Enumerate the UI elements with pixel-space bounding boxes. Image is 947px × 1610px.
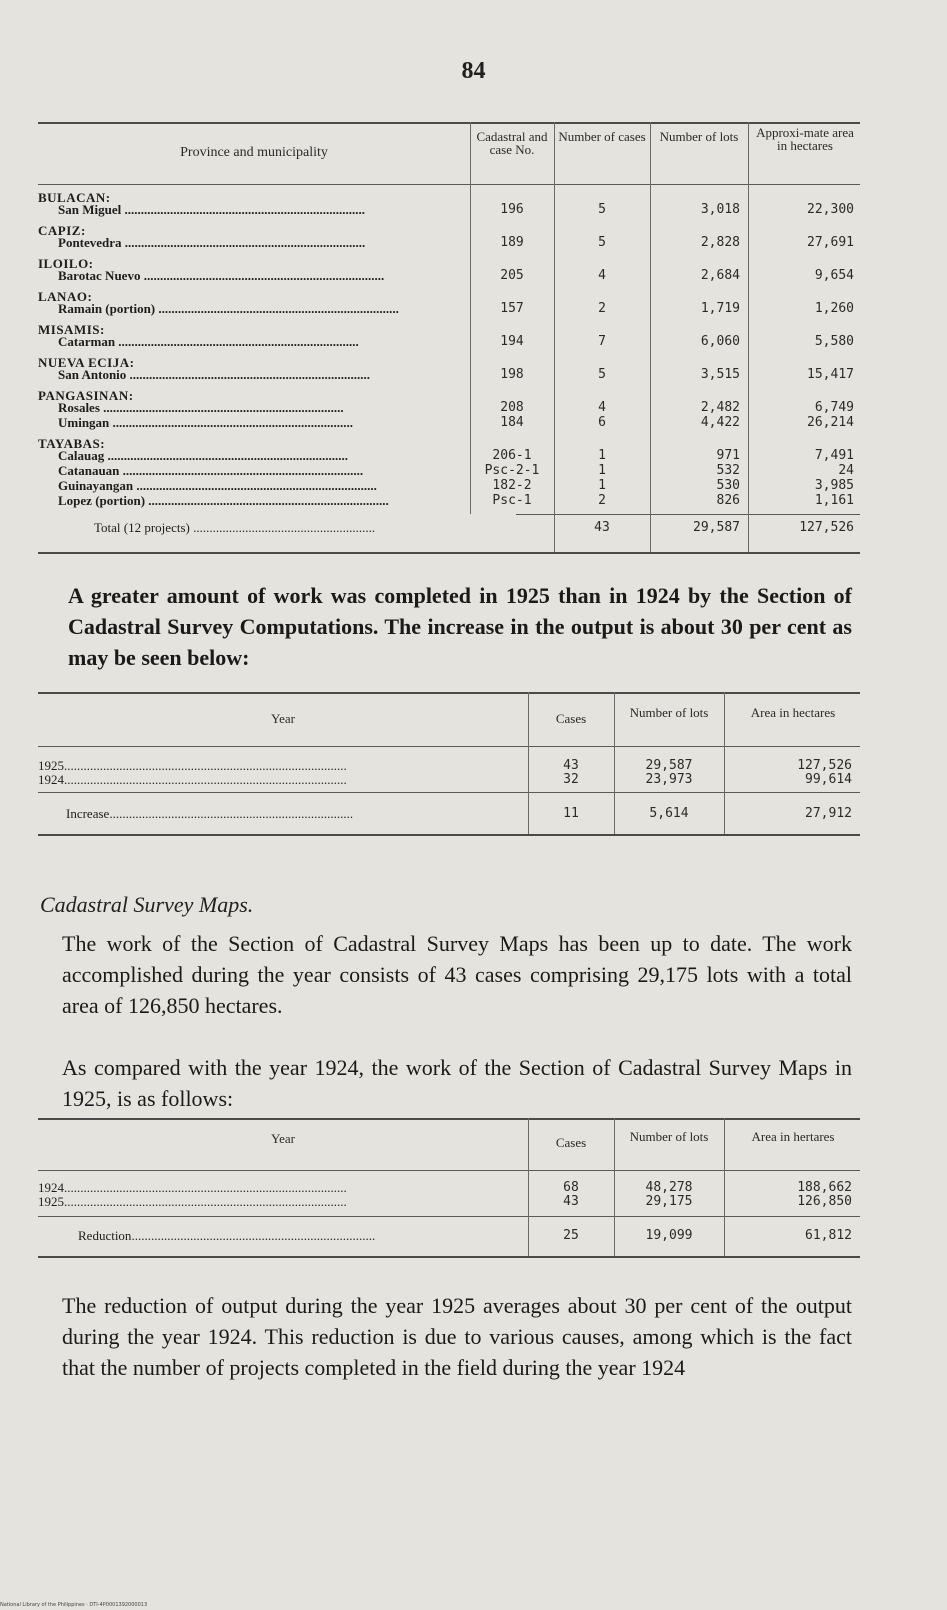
header-lots: Number of lots bbox=[659, 129, 739, 144]
row-cases: 43 bbox=[563, 1194, 579, 1209]
province-name: NUEVA ECIJA: bbox=[38, 355, 135, 370]
row-lots: 2,482 bbox=[700, 400, 740, 415]
row-cadastral: 196 bbox=[500, 202, 524, 217]
municipality-name: Catanauan .......................................................................... bbox=[58, 463, 364, 478]
province-name: TAYABAS: bbox=[38, 436, 106, 451]
summary-lots: 19,099 bbox=[645, 1228, 693, 1243]
row-area: 5,580 bbox=[814, 334, 854, 349]
table-top-rule bbox=[38, 122, 860, 124]
row-area: 6,749 bbox=[814, 400, 854, 415]
row-lots: 2,828 bbox=[700, 235, 740, 250]
row-area: 99,614 bbox=[805, 772, 852, 787]
computations-comparison-table bbox=[38, 692, 860, 840]
row-area: 3,985 bbox=[814, 478, 854, 493]
municipality-name: Pontevedra .......................................................................... bbox=[58, 235, 366, 250]
header-area: Area in hectares bbox=[750, 705, 836, 720]
row-cadastral: 205 bbox=[500, 268, 524, 283]
row-lots: 530 bbox=[716, 478, 740, 493]
municipality-name: San Miguel .......................................................................... bbox=[58, 202, 365, 217]
row-area: 188,662 bbox=[797, 1180, 852, 1195]
summary-area: 61,812 bbox=[805, 1228, 852, 1243]
row-area: 15,417 bbox=[807, 367, 854, 382]
municipality-name: Umingan .......................................................................... bbox=[58, 415, 354, 430]
section-title: Cadastral Survey Maps. bbox=[40, 892, 254, 917]
row-lots: 48,278 bbox=[645, 1180, 693, 1195]
row-lots: 4,422 bbox=[700, 415, 740, 430]
header-province: Province and municipality bbox=[180, 145, 328, 160]
row-cadastral: 189 bbox=[500, 235, 524, 250]
row-lots: 6,060 bbox=[700, 334, 740, 349]
row-lots: 23,973 bbox=[645, 772, 693, 787]
municipality-name: Barotac Nuevo .......................................................................... bbox=[58, 268, 385, 283]
row-area: 22,300 bbox=[807, 202, 854, 217]
municipality-name: Lopez (portion) .......................................................................... bbox=[58, 493, 389, 508]
paragraph-maps-work: The work of the Section of Cadastral Survey Maps has been up to date. The work accomplished during the year consists of 43 cases comprising 29,175 lots with a total area of 126,850 hectares. bbox=[62, 931, 852, 1018]
row-lots: 3,515 bbox=[700, 367, 740, 382]
municipality-name: Catarman .......................................................................... bbox=[58, 334, 359, 349]
total-top-rule bbox=[516, 514, 860, 515]
row-cases: 2 bbox=[598, 301, 606, 316]
row-lots: 29,175 bbox=[645, 1194, 693, 1209]
table-bottom-rule bbox=[38, 552, 860, 554]
row-area: 1,260 bbox=[814, 301, 854, 316]
row-year: 1925....................................................................................... bbox=[38, 1194, 347, 1209]
municipality-name: Calauag .......................................................................... bbox=[58, 448, 348, 463]
row-cadastral: 182-2 bbox=[492, 478, 532, 493]
municipality-name: Rosales .......................................................................... bbox=[58, 400, 344, 415]
row-year: 1925....................................................................................... bbox=[38, 758, 347, 773]
row-lots: 532 bbox=[716, 463, 740, 478]
province-name: LANAO: bbox=[38, 289, 93, 304]
header-bottom-rule bbox=[38, 184, 860, 185]
total-cases: 43 bbox=[594, 520, 610, 535]
row-lots: 3,018 bbox=[700, 202, 740, 217]
province-name: PANGASINAN: bbox=[38, 388, 134, 403]
row-cases: 4 bbox=[598, 400, 606, 415]
row-area: 7,491 bbox=[814, 448, 854, 463]
header-cadastral: Cadastral and case No. bbox=[476, 129, 548, 157]
summary-area: 27,912 bbox=[805, 806, 852, 821]
header-cases: Cases bbox=[555, 1135, 587, 1150]
row-cadastral: 157 bbox=[500, 301, 524, 316]
province-name: BULACAN: bbox=[38, 190, 111, 205]
province-name: MISAMIS: bbox=[38, 322, 105, 337]
row-lots: 826 bbox=[716, 493, 740, 508]
row-cadastral: Psc-1 bbox=[492, 493, 532, 508]
summary-label: Increase........................................................................... bbox=[66, 806, 354, 821]
province-name: ILOILO: bbox=[38, 256, 94, 271]
total-label: Total (12 projects) ........................................................ bbox=[94, 520, 376, 535]
row-lots: 971 bbox=[716, 448, 740, 463]
page-number: 84 bbox=[461, 58, 486, 84]
summary-cases: 25 bbox=[563, 1228, 579, 1243]
row-cadastral: 198 bbox=[500, 367, 524, 382]
row-cases: 32 bbox=[563, 772, 579, 787]
summary-label: Reduction........................................................................... bbox=[78, 1228, 376, 1243]
total-lots: 29,587 bbox=[693, 520, 740, 535]
projects-table bbox=[38, 122, 860, 554]
row-lots: 1,719 bbox=[700, 301, 740, 316]
header-area: Approxi-mate area in hectares bbox=[756, 125, 854, 153]
row-year: 1924....................................................................................... bbox=[38, 772, 347, 787]
municipality-name: Ramain (portion) .......................................................................... bbox=[58, 301, 399, 316]
row-cadastral: 206-1 bbox=[492, 448, 532, 463]
row-year: 1924....................................................................................... bbox=[38, 1180, 347, 1195]
row-area: 27,691 bbox=[807, 235, 854, 250]
row-area: 26,214 bbox=[807, 415, 854, 430]
row-area: 24 bbox=[838, 463, 854, 478]
municipality-name: Guinayangan .......................................................................... bbox=[58, 478, 377, 493]
row-cases: 6 bbox=[598, 415, 606, 430]
paragraph-computations: A greater amount of work was completed in 1925 than in 1924 by the Section of Cadastral Survey Computations. The increase in the output is about 30 per cent as may be seen below: bbox=[68, 583, 852, 670]
row-cases: 1 bbox=[598, 478, 606, 493]
row-area: 1,161 bbox=[814, 493, 854, 508]
header-lots: Number of lots bbox=[629, 1129, 709, 1144]
row-area: 9,654 bbox=[814, 268, 854, 283]
row-lots: 2,684 bbox=[700, 268, 740, 283]
row-cases: 1 bbox=[598, 463, 606, 478]
row-cadastral: Psc-2-1 bbox=[484, 463, 540, 478]
header-cases: Cases bbox=[555, 711, 587, 726]
paragraph-reduction: The reduction of output during the year 1925 averages about 30 per cent of the output during the year 1924. This reduction is due to various causes, among which is the fact that the number of projects completed in the field during the year 1924 bbox=[62, 1293, 852, 1380]
paragraph-maps-comparison: As compared with the year 1924, the work of the Section of Cadastral Survey Maps in 1925, is as follows: bbox=[62, 1055, 852, 1111]
header-area: Area in hertares bbox=[751, 1129, 835, 1144]
maps-comparison-table bbox=[38, 1118, 860, 1262]
row-cases: 43 bbox=[563, 758, 579, 773]
row-lots: 29,587 bbox=[645, 758, 693, 773]
row-area: 127,526 bbox=[797, 758, 852, 773]
row-cases: 5 bbox=[598, 202, 606, 217]
row-cases: 68 bbox=[563, 1180, 579, 1195]
row-cadastral: 208 bbox=[500, 400, 524, 415]
row-cadastral: 194 bbox=[500, 334, 524, 349]
total-area: 127,526 bbox=[799, 520, 854, 535]
row-cases: 1 bbox=[598, 448, 606, 463]
header-year: Year bbox=[271, 1131, 295, 1146]
summary-cases: 11 bbox=[563, 806, 579, 821]
row-area: 126,850 bbox=[797, 1194, 852, 1209]
row-cases: 4 bbox=[598, 268, 606, 283]
row-cases: 5 bbox=[598, 235, 606, 250]
header-year: Year bbox=[271, 711, 295, 726]
row-cadastral: 184 bbox=[500, 415, 524, 430]
municipality-name: San Antonio .......................................................................... bbox=[58, 367, 371, 382]
summary-lots: 5,614 bbox=[649, 806, 689, 821]
row-cases: 2 bbox=[598, 493, 606, 508]
header-cases: Number of cases bbox=[558, 129, 646, 144]
header-lots: Number of lots bbox=[629, 705, 709, 720]
scan-footer: National Library of the Philippines · DTI-4P0001392000013 bbox=[0, 1602, 148, 1608]
row-cases: 7 bbox=[598, 334, 606, 349]
row-cases: 5 bbox=[598, 367, 606, 382]
province-name: CAPIZ: bbox=[38, 223, 86, 238]
